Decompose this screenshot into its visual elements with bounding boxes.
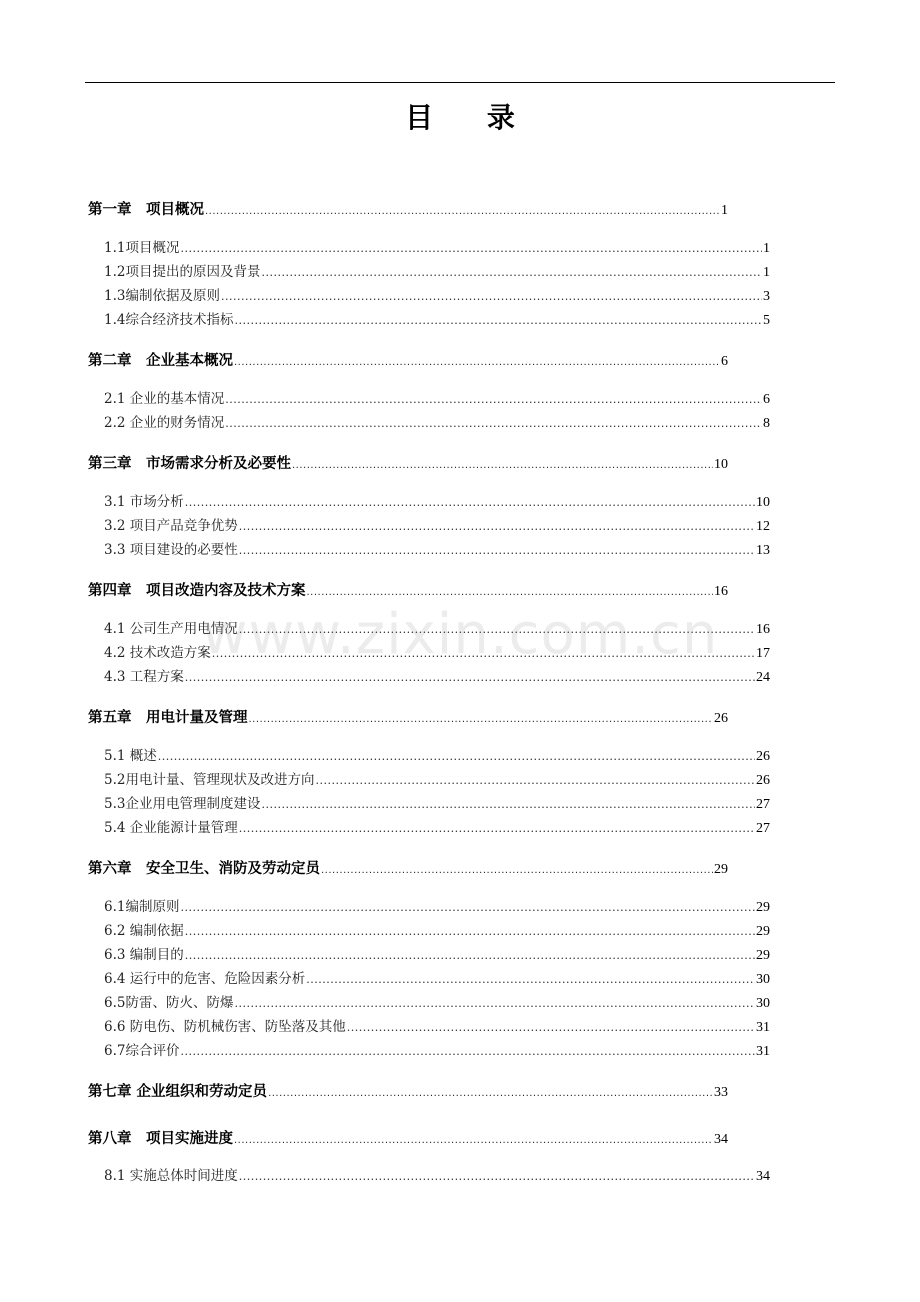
toc-page-number: 30: [756, 996, 770, 1011]
toc-entry-label: 第五章 用电计量及管理: [88, 710, 248, 726]
toc-chapter-entry[interactable]: [88, 351, 728, 373]
toc-entry-label: 第二章 企业基本概况: [88, 353, 233, 369]
toc-section-entry[interactable]: [104, 818, 770, 839]
toc-section-entry[interactable]: [104, 540, 770, 561]
toc-dot-leader: [221, 286, 762, 307]
toc-dot-leader: [307, 581, 714, 603]
toc-entry-label: 3.3 项目建设的必要性: [104, 542, 238, 558]
toc-dot-leader: [234, 351, 720, 373]
toc-entry-label: 3.2 项目产品竞争优势: [104, 518, 238, 534]
toc-dot-leader: [180, 897, 755, 918]
toc-section-entry[interactable]: [104, 1041, 770, 1062]
toc-page-number: 6: [763, 392, 770, 407]
toc-entry-label: 1.1项目概况: [104, 240, 180, 256]
toc-dot-leader: [261, 262, 762, 283]
toc-page-number: 27: [756, 797, 770, 812]
toc-entry-label: 1.2项目提出的原因及背景: [104, 264, 261, 280]
toc-page-number: 16: [756, 622, 770, 637]
toc-section-entry[interactable]: [104, 794, 770, 815]
toc-section-entry[interactable]: [104, 262, 770, 283]
toc-dot-leader: [321, 859, 713, 881]
toc-entry-label: 第三章 市场需求分析及必要性: [88, 456, 291, 472]
toc-page-number: 33: [714, 1085, 728, 1100]
toc-page-number: 34: [714, 1132, 728, 1147]
toc-entry-label: 第四章 项目改造内容及技术方案: [88, 583, 306, 599]
toc-section-entry[interactable]: [104, 492, 770, 513]
toc-page-number: 10: [756, 495, 770, 510]
toc-page-number: 16: [714, 584, 728, 599]
toc-dot-leader: [268, 1082, 713, 1104]
toc-page-number: 10: [714, 457, 728, 472]
toc-dot-leader: [180, 1041, 755, 1062]
toc-page-number: 1: [763, 241, 770, 256]
toc-dot-leader: [347, 1017, 755, 1038]
toc-page-number: 6: [721, 354, 728, 369]
toc-page-number: 29: [714, 862, 728, 877]
toc-dot-leader: [261, 794, 755, 815]
toc-page-number: 3: [763, 289, 770, 304]
toc-dot-leader: [185, 667, 755, 688]
toc-dot-leader: [185, 945, 755, 966]
toc-section-entry[interactable]: [104, 286, 770, 307]
toc-dot-leader: [234, 993, 755, 1014]
toc-dot-leader: [185, 492, 755, 513]
toc-section-entry[interactable]: [104, 310, 770, 331]
toc-entry-label: 6.7综合评价: [104, 1043, 180, 1059]
toc-section-entry[interactable]: [104, 945, 770, 966]
toc-entry-label: 6.3 编制目的: [104, 947, 184, 963]
page-title: 目 录: [405, 101, 537, 134]
toc-entry-label: 6.6 防电伤、防机械伤害、防坠落及其他: [104, 1019, 346, 1035]
header-rule: [85, 82, 835, 83]
toc-page-number: 13: [756, 543, 770, 558]
toc-dot-leader: [239, 1166, 755, 1187]
toc-dot-leader: [234, 1129, 713, 1151]
toc-entry-label: 1.3编制依据及原则: [104, 288, 220, 304]
toc-section-entry[interactable]: [104, 389, 770, 410]
toc-page-number: 26: [756, 749, 770, 764]
toc-chapter-entry[interactable]: [88, 708, 728, 730]
toc-section-entry[interactable]: [104, 1166, 770, 1187]
toc-page-number: 12: [756, 519, 770, 534]
toc-entry-label: 4.3 工程方案: [104, 669, 184, 685]
toc-entry-label: 5.2用电计量、管理现状及改进方向: [104, 772, 315, 788]
toc-entry-label: 4.2 技术改造方案: [104, 645, 211, 661]
toc-section-entry[interactable]: [104, 770, 770, 791]
toc-entry-label: 6.1编制原则: [104, 899, 180, 915]
toc-entry-label: 第八章 项目实施进度: [88, 1131, 233, 1147]
toc-entry-label: 6.4 运行中的危害、危险因素分析: [104, 971, 306, 987]
toc-dot-leader: [158, 746, 755, 767]
toc-dot-leader: [239, 619, 755, 640]
toc-page-number: 29: [756, 924, 770, 939]
toc-entry-label: 2.1 企业的基本情况: [104, 391, 225, 407]
toc-section-entry[interactable]: [104, 993, 770, 1014]
toc-section-entry[interactable]: [104, 969, 770, 990]
toc-page-number: 29: [756, 900, 770, 915]
toc-page-number: 34: [756, 1169, 770, 1184]
toc-dot-leader: [225, 413, 762, 434]
toc-dot-leader: [249, 708, 714, 730]
toc-chapter-entry[interactable]: [88, 859, 728, 881]
toc-section-entry[interactable]: [104, 238, 770, 259]
toc-chapter-entry[interactable]: [88, 454, 728, 476]
toc-dot-leader: [225, 389, 762, 410]
toc-page-number: 24: [756, 670, 770, 685]
toc-entry-label: 4.1 公司生产用电情况: [104, 621, 238, 637]
toc-page-number: 1: [763, 265, 770, 280]
toc-dot-leader: [306, 969, 755, 990]
toc-section-entry[interactable]: [104, 897, 770, 918]
toc-section-entry[interactable]: [104, 413, 770, 434]
toc-entry-label: 第七章 企业组织和劳动定员: [88, 1084, 268, 1100]
toc-section-entry[interactable]: [104, 643, 770, 664]
toc-section-entry[interactable]: [104, 667, 770, 688]
toc-page-number: 31: [756, 1044, 770, 1059]
toc-entry-label: 第六章 安全卫生、消防及劳动定员: [88, 861, 320, 877]
toc-entry-label: 2.2 企业的财务情况: [104, 415, 225, 431]
toc-dot-leader: [239, 540, 755, 561]
toc-chapter-entry[interactable]: [88, 1129, 728, 1151]
toc-entry-label: 3.1 市场分析: [104, 494, 184, 510]
toc-dot-leader: [239, 818, 755, 839]
toc-entry-label: 8.1 实施总体时间进度: [104, 1168, 238, 1184]
toc-page-number: 29: [756, 948, 770, 963]
toc-page-number: 17: [756, 646, 770, 661]
toc-dot-leader: [234, 310, 762, 331]
toc-section-entry[interactable]: [104, 516, 770, 537]
toc-page-number: 26: [714, 711, 728, 726]
watermark: www.zixin.com.cn: [201, 602, 719, 667]
toc-page-number: 27: [756, 821, 770, 836]
toc-dot-leader: [212, 643, 755, 664]
toc-page-number: 30: [756, 972, 770, 987]
toc-entry-label: 1.4综合经济技术指标: [104, 312, 234, 328]
toc-entry-label: 5.3企业用电管理制度建设: [104, 796, 261, 812]
toc-dot-leader: [205, 200, 720, 222]
toc-section-entry[interactable]: [104, 921, 770, 942]
toc-dot-leader: [315, 770, 755, 791]
toc-entry-label: 5.4 企业能源计量管理: [104, 820, 238, 836]
toc-page-number: 1: [721, 203, 728, 218]
toc-chapter-entry[interactable]: [88, 581, 728, 603]
toc-section-entry[interactable]: [104, 1017, 770, 1038]
toc-page-number: 5: [763, 313, 770, 328]
toc-chapter-entry[interactable]: [88, 1082, 728, 1104]
toc-page-number: 8: [763, 416, 770, 431]
toc-chapter-entry[interactable]: [88, 200, 728, 222]
toc-section-entry[interactable]: [104, 746, 770, 767]
toc-dot-leader: [180, 238, 762, 259]
toc-page-number: 31: [756, 1020, 770, 1035]
toc-page-number: 26: [756, 773, 770, 788]
toc-entry-label: 6.5防雷、防火、防爆: [104, 995, 234, 1011]
toc-dot-leader: [292, 454, 713, 476]
toc-dot-leader: [185, 921, 755, 942]
toc-dot-leader: [239, 516, 755, 537]
toc-entry-label: 6.2 编制依据: [104, 923, 184, 939]
toc-entry-label: 第一章 项目概况: [88, 202, 204, 218]
toc-entry-label: 5.1 概述: [104, 748, 157, 764]
toc-section-entry[interactable]: [104, 619, 770, 640]
